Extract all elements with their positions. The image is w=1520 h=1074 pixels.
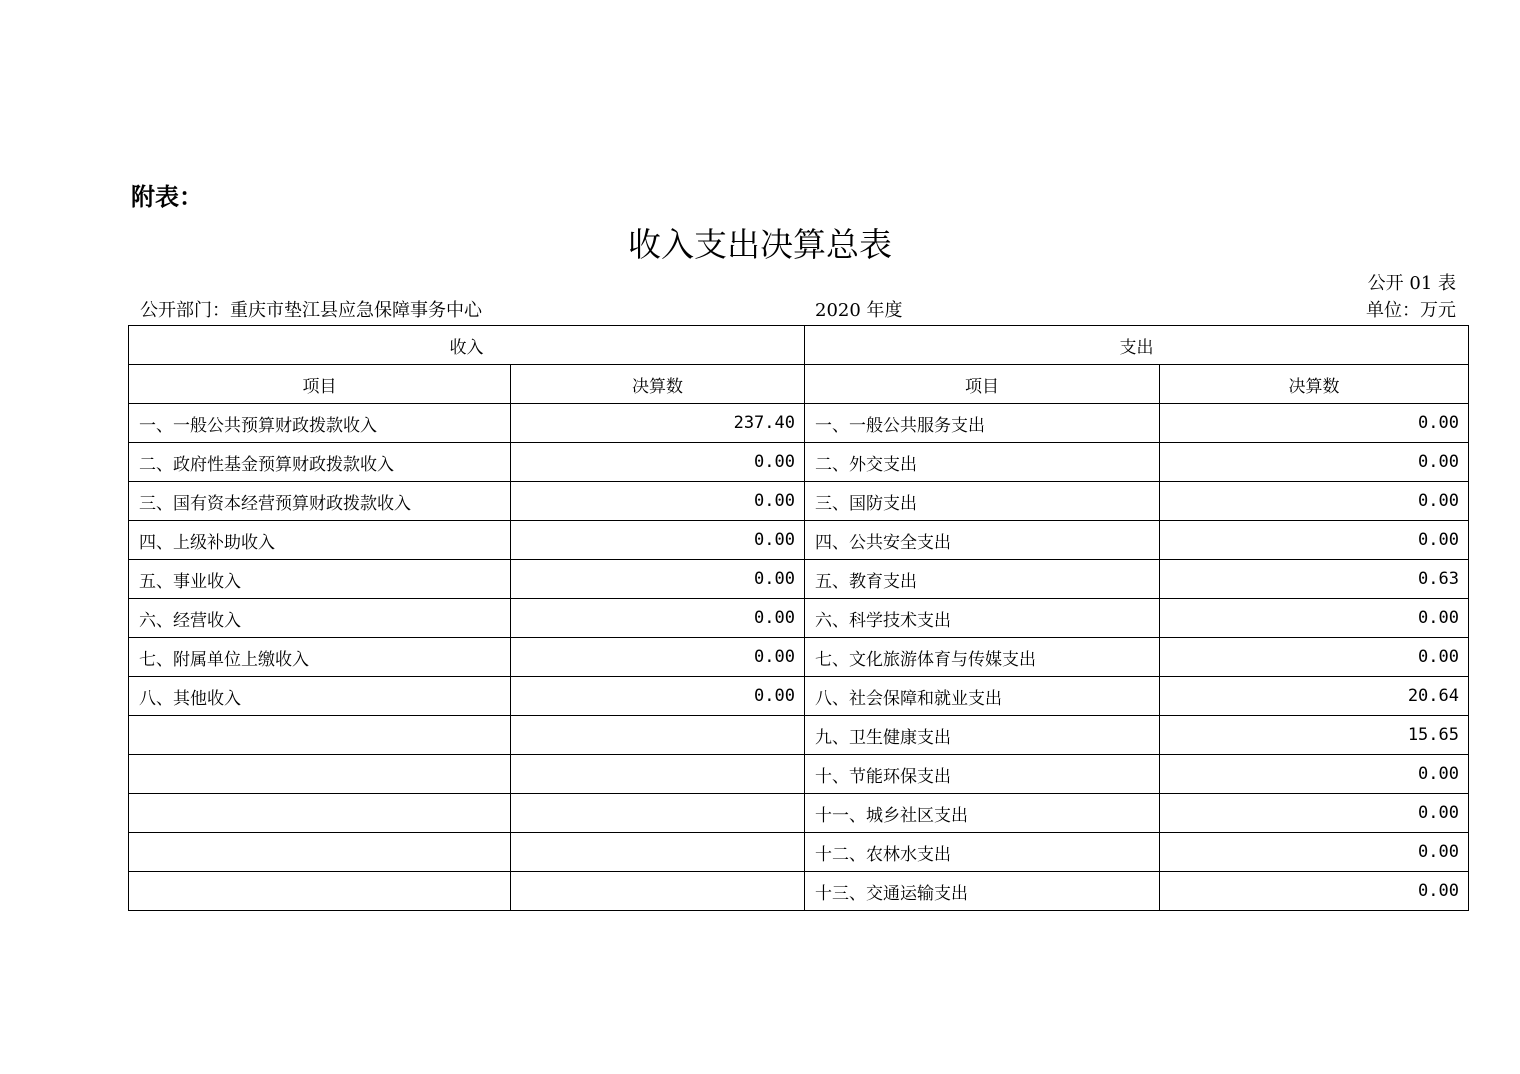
income-item-cell: 八、其他收入 bbox=[129, 677, 511, 716]
income-amount-column-header: 决算数 bbox=[511, 365, 805, 404]
table-row bbox=[129, 560, 1469, 599]
table-row bbox=[129, 638, 1469, 677]
income-amount-cell bbox=[511, 716, 805, 755]
income-item-cell bbox=[129, 755, 511, 794]
income-section-header: 收入 bbox=[129, 326, 805, 365]
income-amount-cell: 0.00 bbox=[511, 521, 805, 560]
table-row bbox=[129, 794, 1469, 833]
form-code: 公开 01 表 bbox=[1367, 273, 1456, 294]
income-amount-cell: 0.00 bbox=[511, 482, 805, 521]
expense-item-cell: 三、国防支出 bbox=[805, 482, 1160, 521]
department-line: 公开部门：重庆市垫江县应急保障事务中心 bbox=[140, 300, 482, 321]
expense-amount-cell: 0.00 bbox=[1160, 482, 1469, 521]
expense-amount-cell: 0.00 bbox=[1160, 443, 1469, 482]
unit-label: 单位：万元 bbox=[1366, 300, 1456, 321]
expense-item-cell: 八、社会保障和就业支出 bbox=[805, 677, 1160, 716]
income-amount-cell bbox=[511, 755, 805, 794]
income-item-cell: 四、上级补助收入 bbox=[129, 521, 511, 560]
table-row bbox=[129, 677, 1469, 716]
income-amount-cell: 0.00 bbox=[511, 599, 805, 638]
column-header-row bbox=[129, 365, 1469, 404]
income-amount-cell: 0.00 bbox=[511, 677, 805, 716]
expense-amount-cell: 0.00 bbox=[1160, 794, 1469, 833]
expense-section-header: 支出 bbox=[805, 326, 1469, 365]
expense-item-cell: 二、外交支出 bbox=[805, 443, 1160, 482]
table-row bbox=[129, 755, 1469, 794]
income-amount-cell: 0.00 bbox=[511, 638, 805, 677]
table-row bbox=[129, 716, 1469, 755]
expense-amount-cell: 20.64 bbox=[1160, 677, 1469, 716]
expense-item-cell: 九、卫生健康支出 bbox=[805, 716, 1160, 755]
income-amount-cell bbox=[511, 872, 805, 911]
income-amount-cell bbox=[511, 794, 805, 833]
table-row bbox=[129, 599, 1469, 638]
expense-item-cell: 十、节能环保支出 bbox=[805, 755, 1160, 794]
expense-item-cell: 四、公共安全支出 bbox=[805, 521, 1160, 560]
income-item-cell: 六、经营收入 bbox=[129, 599, 511, 638]
income-amount-cell: 237.40 bbox=[511, 404, 805, 443]
expense-item-cell: 五、教育支出 bbox=[805, 560, 1160, 599]
expense-item-cell: 十三、交通运输支出 bbox=[805, 872, 1160, 911]
income-item-cell: 二、政府性基金预算财政拨款收入 bbox=[129, 443, 511, 482]
income-amount-cell: 0.00 bbox=[511, 560, 805, 599]
expense-amount-cell: 0.00 bbox=[1160, 599, 1469, 638]
expense-item-column-header: 项目 bbox=[805, 365, 1160, 404]
attachment-label: 附表： bbox=[131, 183, 203, 211]
expense-amount-cell: 15.65 bbox=[1160, 716, 1469, 755]
table-row bbox=[129, 482, 1469, 521]
expense-amount-cell: 0.00 bbox=[1160, 404, 1469, 443]
table-row bbox=[129, 443, 1469, 482]
expense-amount-column-header: 决算数 bbox=[1160, 365, 1469, 404]
section-header-row bbox=[129, 326, 1469, 365]
expense-item-cell: 七、文化旅游体育与传媒支出 bbox=[805, 638, 1160, 677]
fiscal-year: 2020 年度 bbox=[815, 300, 903, 321]
income-amount-cell bbox=[511, 833, 805, 872]
page-title: 收入支出决算总表 bbox=[628, 225, 892, 264]
expense-amount-cell: 0.00 bbox=[1160, 833, 1469, 872]
expense-item-cell: 十一、城乡社区支出 bbox=[805, 794, 1160, 833]
expense-amount-cell: 0.00 bbox=[1160, 872, 1469, 911]
table-row bbox=[129, 872, 1469, 911]
expense-amount-cell: 0.63 bbox=[1160, 560, 1469, 599]
expense-amount-cell: 0.00 bbox=[1160, 638, 1469, 677]
expense-amount-cell: 0.00 bbox=[1160, 521, 1469, 560]
expense-item-cell: 一、一般公共服务支出 bbox=[805, 404, 1160, 443]
table-row bbox=[129, 404, 1469, 443]
income-item-cell: 五、事业收入 bbox=[129, 560, 511, 599]
income-item-cell: 七、附属单位上缴收入 bbox=[129, 638, 511, 677]
expense-item-cell: 六、科学技术支出 bbox=[805, 599, 1160, 638]
table-row bbox=[129, 833, 1469, 872]
income-expense-table bbox=[128, 325, 1469, 911]
table-row bbox=[129, 521, 1469, 560]
income-item-cell bbox=[129, 716, 511, 755]
income-item-cell bbox=[129, 833, 511, 872]
income-item-cell bbox=[129, 794, 511, 833]
income-amount-cell: 0.00 bbox=[511, 443, 805, 482]
income-item-cell bbox=[129, 872, 511, 911]
income-item-column-header: 项目 bbox=[129, 365, 511, 404]
income-item-cell: 一、一般公共预算财政拨款收入 bbox=[129, 404, 511, 443]
expense-item-cell: 十二、农林水支出 bbox=[805, 833, 1160, 872]
expense-amount-cell: 0.00 bbox=[1160, 755, 1469, 794]
income-item-cell: 三、国有资本经营预算财政拨款收入 bbox=[129, 482, 511, 521]
